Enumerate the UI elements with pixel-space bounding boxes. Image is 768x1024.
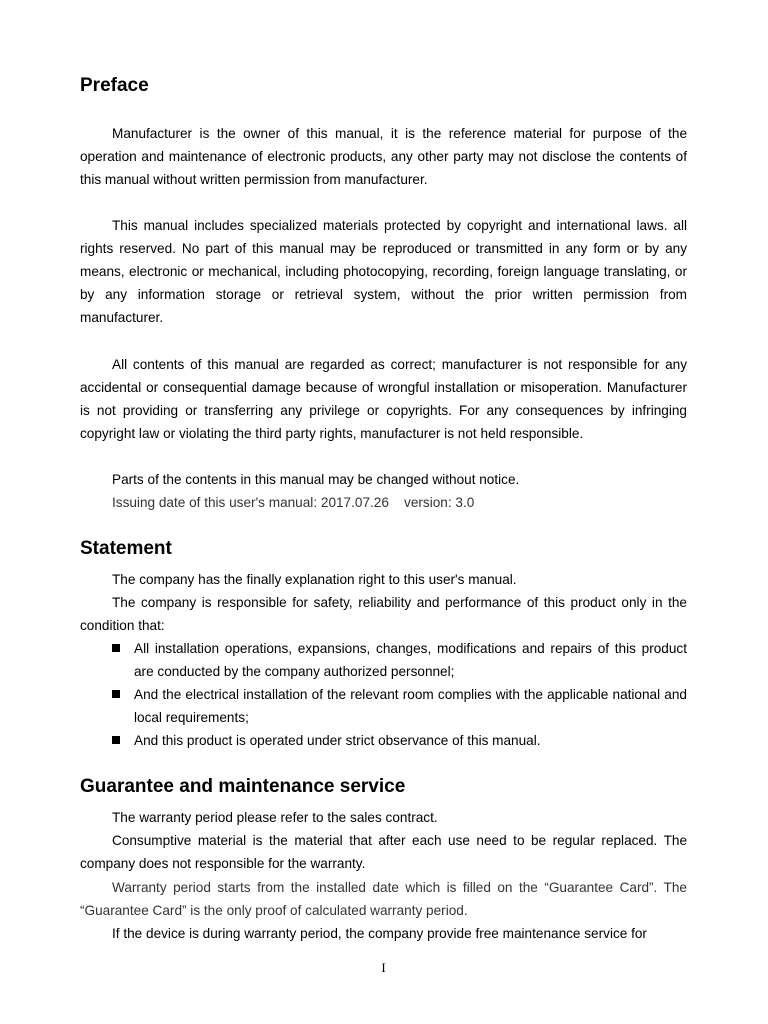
preface-paragraph-3: All contents of this manual are regarded as correct; manufacturer is not responsible for any accidental or consequential damage because of wrongful installation or misoperation. Manufacturer is not providing or transferring any privilege or copyrights. For any consequences by infringing copyright law or violating the third party rights, manufacturer is not held responsible. xyxy=(80,357,687,442)
issue-date-version: Issuing date of this user's manual: 2017.07.26 version: 3.0 xyxy=(112,495,475,510)
statement-heading: Statement xyxy=(80,538,172,559)
statement-bullet-text: All installation operations, expansions, changes, modifications and repairs of this product are conducted by the company authorized personnel; xyxy=(134,641,687,680)
preface-heading: Preface xyxy=(80,75,149,96)
statement-bullet-text: And this product is operated under strict observance of this manual. xyxy=(134,733,541,748)
guarantee-paragraph-4: If the device is during warranty period, the company provide free maintenance service for xyxy=(112,926,647,941)
manual-page xyxy=(80,0,687,1024)
guarantee-paragraph-1: The warranty period please refer to the sales contract. xyxy=(112,810,438,825)
square-bullet-icon xyxy=(112,690,120,698)
statement-paragraph-2: The company is responsible for safety, reliability and performance of this product only in the condition that: xyxy=(80,595,687,634)
preface-paragraph-2: This manual includes specialized materials protected by copyright and international laws. all rights reserved. No part of this manual may be reproduced or transmitted in any form or by any means, electronic or mechanical, including photocopying, recording, foreign language translating, or by any information storage or retrieval system, without the prior written permission from manufacturer. xyxy=(80,218,687,326)
statement-paragraph-1: The company has the finally explanation right to this user's manual. xyxy=(112,572,517,587)
statement-bullet xyxy=(110,637,687,683)
change-notice: Parts of the contents in this manual may be changed without notice. xyxy=(112,472,520,487)
square-bullet-icon xyxy=(112,644,120,652)
guarantee-paragraph-3: Warranty period starts from the installed date which is filled on the “Guarantee Card”. The “Guarantee Card” is the only proof of calculated warranty period. xyxy=(80,880,687,919)
statement-bullet xyxy=(110,729,687,752)
statement-bullet-text: And the electrical installation of the relevant room complies with the applicable national and local requirements; xyxy=(134,687,687,726)
preface-paragraph-1: Manufacturer is the owner of this manual, it is the reference material for purpose of the operation and maintenance of electronic products, any other party may not disclose the contents of this manual without written permission from manufacturer. xyxy=(80,126,687,188)
square-bullet-icon xyxy=(112,736,120,744)
page-number: I xyxy=(381,960,386,975)
statement-bullet xyxy=(110,683,687,729)
guarantee-heading: Guarantee and maintenance service xyxy=(80,776,406,797)
guarantee-paragraph-2: Consumptive material is the material that after each use need to be regular replaced. The company does not responsible for the warranty. xyxy=(80,833,687,872)
